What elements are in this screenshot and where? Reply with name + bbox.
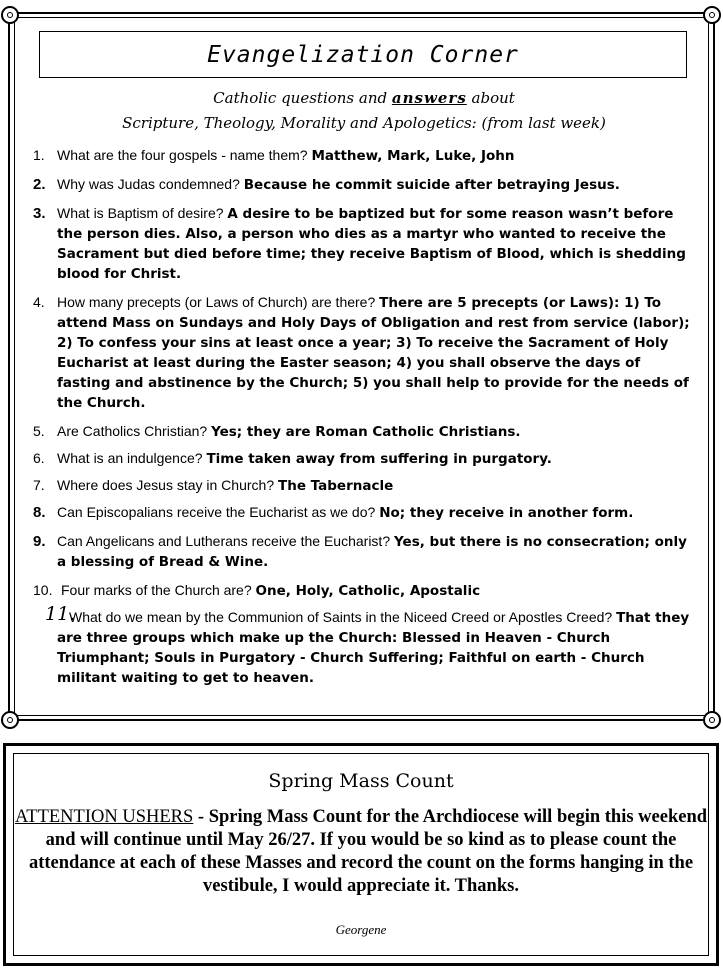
qa-number: 9. [33,533,46,550]
qa-question: What do we mean by the Communion of Saints in the Niceed Creed or Apostles Creed? [69,609,613,625]
subtitle-line-1 [40,89,688,107]
qa-answer: Time taken away from suffering in purgatory. [206,451,552,467]
qa-item [33,532,691,572]
qa-answer: A desire to be baptized but for some reason wasn’t before the person dies. Also, a person who dies as a martyr who wanted to receive the Sacrament but died before time; they receive Baptism of Blood, which is shedding blood for Christ. [57,206,686,282]
qa-question: How many precepts (or Laws of Church) are there? [57,294,376,310]
qa-number: 1. [33,147,45,163]
corner-rosette-icon [703,711,721,729]
qa-question: Are Catholics Christian? [57,423,208,439]
qa-item [33,581,691,601]
notice-title: Spring Mass Count [268,770,454,792]
notice-text: - Spring Mass Count for the Archdiocese will begin this weekend and will continue until May 26/27. If you would be so kind as to please count the attendance at each of these Masses and record the count on the forms hanging in the vestibule, I would appreciate it. Thanks. [28,807,708,896]
subtitle-suffix: about [471,89,515,107]
qa-answer: Because he commit suicide after betraying Jesus. [243,177,620,193]
qa-answer: Matthew, Mark, Luke, John [311,148,515,164]
qa-answer: There are 5 precepts (or Laws): 1) To attend Mass on Sundays and Holy Days of Obligation and rest from service (labor); 2) To confess your sins at least once a year; 3) To receive the Sacrament of Holy Eucharist at least during the Easter season; 4) you shall observe the days of fasting and abstinence by the Church; 5) you shall help to provide for the needs of the Church. [57,295,690,411]
title-box [39,31,687,78]
qa-item [33,603,691,688]
qa-item [33,293,691,413]
qa-number: 3. [33,205,46,222]
qa-number: 5. [33,423,45,439]
corner-rosette-icon [1,711,19,729]
qa-item [33,146,691,166]
qa-number: 6. [33,450,45,466]
qa-question: Can Angelicans and Lutherans receive the Eucharist? [57,533,391,549]
qa-number: 8. [33,504,46,521]
qa-item [33,476,691,496]
notice-body [14,806,708,898]
qa-number: 4. [33,294,45,310]
qa-item [33,449,691,469]
qa-answer: That they are three groups which make up the Church: Blessed in Heaven - Church Triumphant; Souls in Purgatory - Church Suffering; Faithful on earth - Church militant waiting to get to heaven. [57,610,690,686]
notice-box [3,743,719,966]
qa-number: 7. [33,477,45,493]
qa-number: 11. [45,603,76,625]
qa-list [33,146,691,697]
qa-answer: Yes; they are Roman Catholic Christians. [211,424,521,440]
qa-question: Why was Judas condemned? [57,176,240,192]
qa-number: 2. [33,176,46,193]
notice-signature: Georgene [335,922,387,937]
qa-item [33,503,691,523]
subtitle-line-2: Scripture, Theology, Morality and Apologetics: (from last week) [122,114,606,132]
qa-question: Four marks of the Church are? [61,582,252,598]
page-title: Evangelization Corner [207,41,519,68]
qa-question: What is an indulgence? [57,450,203,466]
qa-question: Can Episcopalians receive the Eucharist as we do? [57,504,376,520]
qa-number: 10. [33,582,53,598]
qa-item [33,175,691,195]
qa-answer: The Tabernacle [278,478,394,494]
qa-item [33,204,691,284]
corner-rosette-icon [1,6,19,24]
qa-question: What are the four gospels - name them? [57,147,308,163]
corner-rosette-icon [703,6,721,24]
subtitle-prefix: Catholic questions and [213,89,388,107]
qa-item [33,422,691,442]
subtitle-emphasis: answers [391,89,467,107]
qa-question: What is Baptism of desire? [57,205,224,221]
qa-answer: One, Holy, Catholic, Apostalic [255,583,481,599]
qa-question: Where does Jesus stay in Church? [57,477,275,493]
qa-answer: Yes, but there is no consecration; only a blessing of Bread & Wine. [57,534,687,570]
qa-answer: No; they receive in another form. [379,505,634,521]
notice-attention: ATTENTION USHERS [14,807,194,827]
